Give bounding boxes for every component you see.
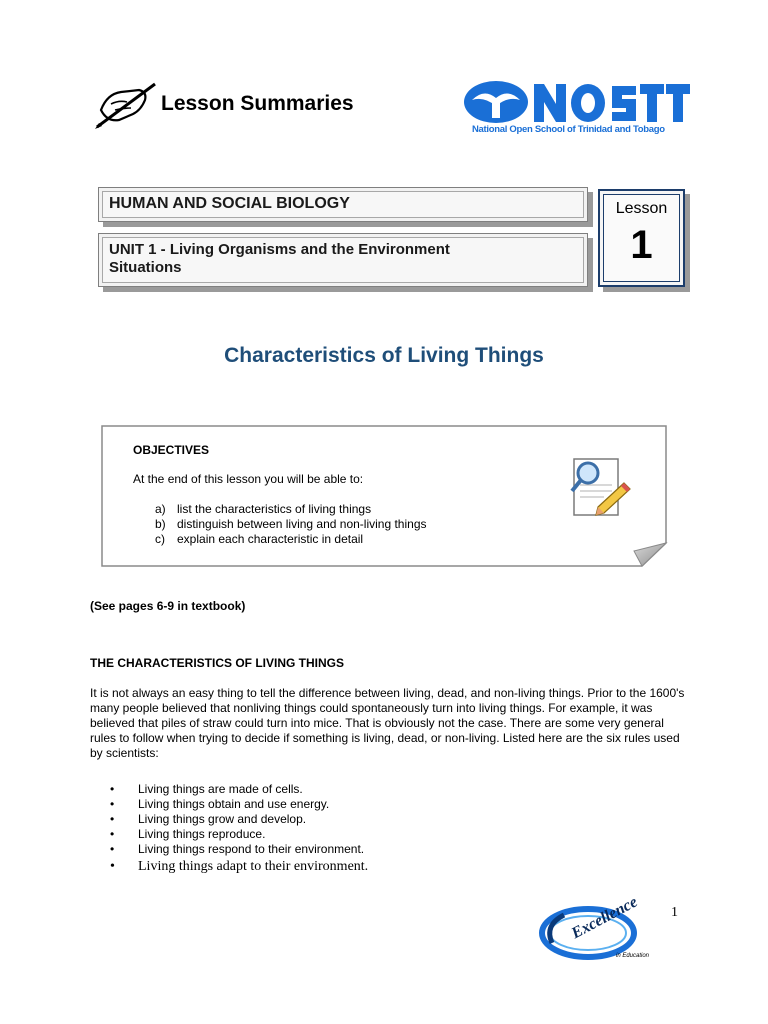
objective-marker: a)	[155, 502, 166, 516]
list-item: • Living things grow and develop.	[110, 812, 307, 826]
unit-title: UNIT 1 - Living Organisms and the Environment Situations	[109, 241, 450, 276]
list-item: • Living things reproduce.	[110, 827, 266, 841]
objective-text: distinguish between living and non-living things	[177, 517, 427, 531]
excellence-seal-logo	[538, 895, 668, 965]
document-search-icon	[568, 455, 634, 521]
objective-item	[155, 517, 427, 531]
brand-title: Lesson Summaries	[161, 92, 354, 115]
page-number: 1	[671, 905, 678, 920]
writing-hand-icon	[93, 80, 159, 130]
objective-text: explain each characteristic in detail	[177, 532, 364, 546]
objective-item	[155, 502, 371, 516]
objective-item	[155, 532, 363, 546]
lesson-label: Lesson	[615, 200, 668, 217]
svg-text:in Education: in Education	[616, 953, 650, 959]
lesson-summaries-logo	[93, 80, 383, 132]
list-item: • Living things obtain and use energy.	[110, 797, 330, 811]
body-paragraph: It is not always an easy thing to tell the difference between living, dead, and non-living things. Prior to the 1600's many people believed that nonliving things could spontaneously turn into living things. For example, it was believed that piles of straw could turn into mice. That is obviously not the case. There are some very general rules to follow when trying to decide if something is living, dead, or non-living. Listed here are the six rules used by scientists:	[90, 686, 685, 760]
list-item: • Living things are made of cells.	[110, 782, 303, 796]
list-item-text: Living things grow and develop.	[138, 812, 307, 826]
unit-title-box	[98, 233, 588, 287]
list-item-text: Living things respond to their environment.	[138, 842, 365, 856]
subject-title-box	[98, 187, 588, 222]
organization-name: National Open School of Trinidad and Tobago	[472, 124, 665, 135]
objectives-heading: OBJECTIVES	[133, 443, 210, 457]
list-item-text: Living things are made of cells.	[138, 782, 303, 796]
objective-marker: c)	[155, 532, 165, 546]
list-item-text: Living things obtain and use energy.	[138, 797, 330, 811]
lesson-number-box	[598, 189, 685, 287]
nostt-wordmark-icon	[462, 78, 692, 126]
nostt-logo	[462, 78, 692, 138]
objective-text: list the characteristics of living things	[177, 502, 372, 516]
svg-text:Excellence: Excellence	[568, 895, 641, 943]
list-item: • Living things respond to their environment.	[110, 842, 365, 856]
list-item-text: Living things reproduce.	[138, 827, 266, 841]
objective-marker: b)	[155, 517, 166, 531]
objectives-intro: At the end of this lesson you will be able to:	[133, 472, 364, 486]
textbook-reference: (See pages 6-9 in textbook)	[90, 599, 246, 613]
subject-title: HUMAN AND SOCIAL BIOLOGY	[109, 195, 350, 212]
section-heading: THE CHARACTERISTICS OF LIVING THINGS	[90, 656, 345, 670]
list-item: • Living things adapt to their environment.	[110, 859, 369, 874]
list-item-text: Living things adapt to their environment.	[138, 859, 369, 874]
page-title: Characteristics of Living Things	[224, 344, 544, 367]
lesson-number: 1	[630, 223, 653, 267]
